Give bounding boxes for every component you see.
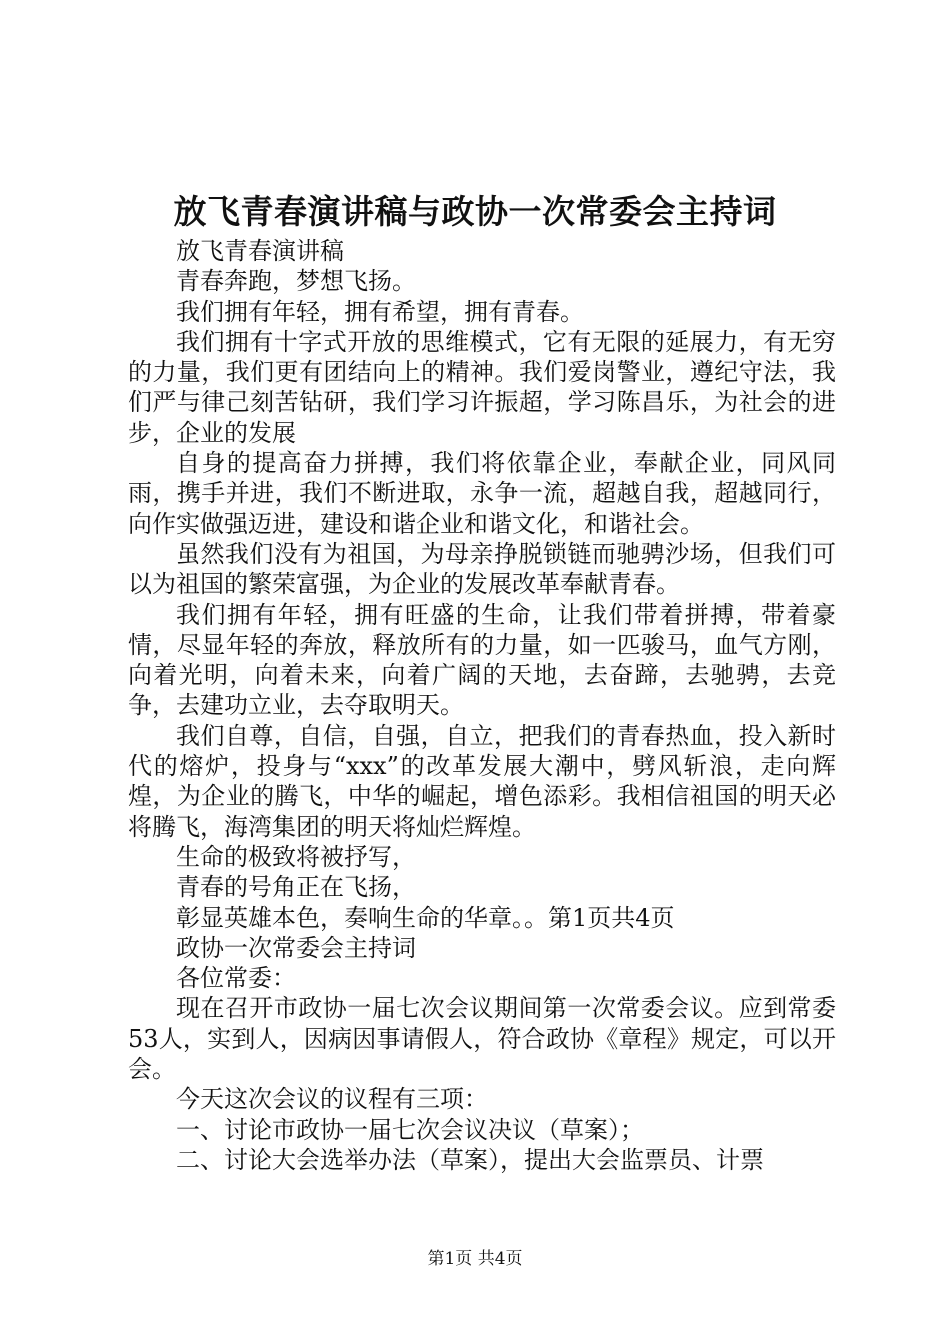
paragraph: 我们拥有十字式开放的思维模式，它有无限的延展力，有无穷的力量，我们更有团结向上的精神。我们爱岗警业，遵纪守法，我们严与律己刻苦钻研，我们学习许振超，学习陈昌乐，为社会的进步，企业的发展 [128,327,836,447]
paragraph: 自身的提高奋力拼搏，我们将依靠企业，奉献企业，同风同雨，携手并进，我们不断进取，永争一流，超越自我，超越同行，向作实做强迈进，建设和谐企业和谐文化，和谐社会。 [128,449,836,538]
paragraph: 政协一次常委会主持词 [176,933,416,962]
paragraph: 青春奔跑，梦想飞扬。 [176,267,416,296]
paragraph: 彰显英雄本色，奏响生命的华章。。第1页共4页 [176,903,675,932]
paragraph: 一、讨论市政协一届七次会议决议（草案）； [176,1115,644,1144]
paragraph: 我们自尊，自信，自强，自立，把我们的青春热血，投入新时代的熔炉，投身与“xxx”的改革发展大潮中，劈风斩浪，走向辉煌，为企业的腾飞，中华的崛起，增色添彩。我相信祖国的明天必将腾飞，海湾集团的明天将灿烂辉煌。 [128,721,836,841]
paragraph: 各位常委： [176,964,296,993]
paragraph: 放飞青春演讲稿 [176,237,344,265]
document-title: 放飞青春演讲稿与政协一次常委会主持词 [173,192,777,231]
paragraph: 青春的号角正在飞扬， [176,873,416,902]
paragraph: 我们拥有年轻，拥有希望，拥有青春。 [176,297,584,326]
paragraph: 二、讨论大会选举办法（草案），提出大会监票员、计票 [176,1145,764,1174]
paragraph: 现在召开市政协一届七次会议期间第一次常委会议。应到常委53人，实到人，因病因事请假人，符合政协《章程》规定，可以开会。 [128,994,836,1084]
document-body [128,236,836,1175]
page-footer: 第1页 共4页 [427,1249,523,1269]
paragraph: 生命的极致将被抒写， [176,842,416,871]
paragraph: 虽然我们没有为祖国，为母亲挣脱锁链而驰骋沙场，但我们可以为祖国的繁荣富强，为企业的发展改革奉献青春。 [128,539,836,599]
paragraph: 我们拥有年轻，拥有旺盛的生命，让我们带着拼搏，带着豪情，尽显年轻的奔放，释放所有的力量，如一匹骏马，血气方刚，向着光明，向着未来，向着广阔的天地，去奋蹄，去驰骋，去竞争，去建功立业，去夺取明天。 [128,600,836,720]
paragraph: 今天这次会议的议程有三项： [176,1085,488,1114]
